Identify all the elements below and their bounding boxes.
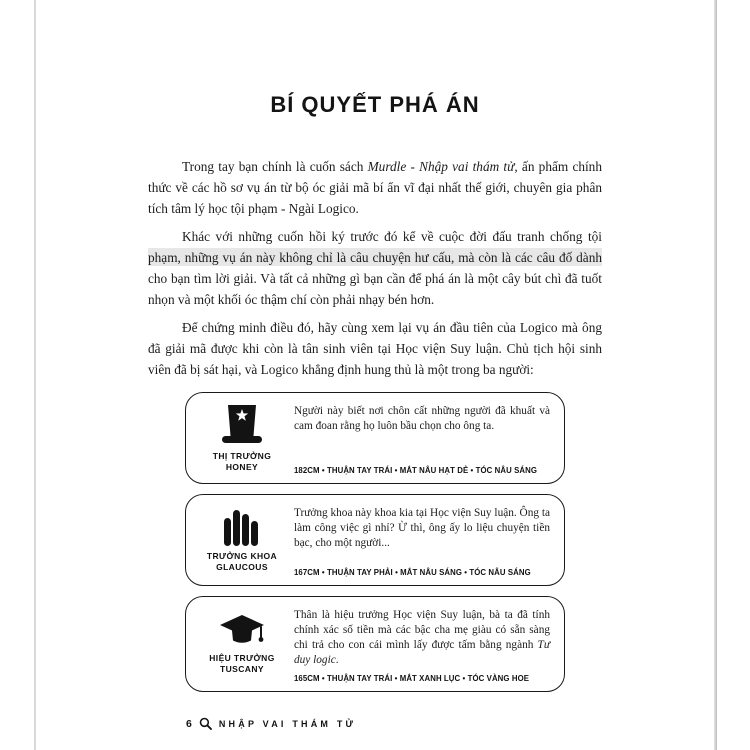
suspect-name-line1: THỊ TRƯỞNG <box>212 451 272 461</box>
suspect-description-text: Người này biết nơi chôn cất những người đã khuất và cam đoan rằng họ luôn bầu chọn cho ông ta. <box>294 405 550 432</box>
suspect-identity <box>190 606 294 683</box>
suspect-stats: 167CM • THUẬN TAY PHẢI • MẮT NÂU SÁNG • TÓC NÂU SÁNG <box>294 568 531 577</box>
suspect-name-line1: HIỆU TRƯỞNG <box>209 653 275 663</box>
upright-books-icon <box>222 508 262 546</box>
suspect-name <box>213 451 271 473</box>
suspect-description <box>294 404 550 434</box>
suspect-stats: 165CM • THUẬN TAY TRÁI • MẮT XANH LỤC • TÓC VÀNG HOE <box>294 674 530 683</box>
page-footer <box>186 717 356 730</box>
page-edge-right <box>714 0 717 750</box>
suspect-description-italic: Tư duy logic <box>294 639 550 666</box>
suspect-card-glaucous <box>185 494 565 586</box>
suspect-description-text: Trưởng khoa này khoa kia tại Học viện Suy luận. Ông ta làm công việc gì nhỉ? Ừ thì, ông ấy lo liệu chuyện tiền bạc, cho một người... <box>294 507 550 549</box>
paragraph-1-text-pre: Trong tay bạn chính là cuốn sách <box>182 159 368 174</box>
top-hat-star-icon <box>219 404 265 446</box>
suspect-details <box>294 504 550 577</box>
suspect-identity <box>190 402 294 475</box>
suspect-description-post: . <box>335 654 339 666</box>
book-title-italic: Murdle - Nhập vai thám tử <box>367 159 515 174</box>
page-number: 6 <box>186 717 192 730</box>
intro-paragraph-1 <box>148 156 602 219</box>
paragraph-1-text-post: , ấn phẩm chính thức về các hồ sơ vụ án từ bộ óc giải mã bí ẩn vĩ đại nhất thế giới, chuyên gia phân tích tâm lý học tội phạm - Ngài Logico. <box>148 159 602 216</box>
suspect-card-honey <box>185 392 565 484</box>
book-title: NHẬP VAI THÁM TỬ <box>218 718 357 729</box>
suspect-name-line2: GLAUCOUS <box>216 562 268 572</box>
suspect-description-text: Thân là hiệu trưởng Học viện Suy luận, bà ta đã tính chính xác số tiền mà các bậc cha mẹ giàu có sẵn sàng chi trả cho con cái mình lấy được tấm bằng ngành <box>294 609 550 651</box>
page-edge-left <box>34 0 36 750</box>
graduation-cap-icon <box>219 614 265 648</box>
intro-paragraph-3: Để chứng minh điều đó, hãy cùng xem lại vụ án đầu tiên của Logico mà ông đã giải mã được khi còn là tân sinh viên tại Học viện Suy luận. Chủ tịch hội sinh viên đã bị sát hại, và Logico khẳng định hung thủ là một trong ba người: <box>148 320 602 377</box>
suspect-identity <box>190 504 294 577</box>
suspect-description <box>294 608 550 668</box>
suspect-name-line2: HONEY <box>225 462 259 472</box>
intro-paragraph-2: Khác với những cuốn hồi ký trước đó kể về cuộc đời đấu tranh chống tội phạm, những vụ án này không chỉ là câu chuyện hư cấu, mà còn là các câu đố dành cho bạn tìm lời giải. Và tất cả những gì bạn cần để phá án là một cây bút chì đã tuốt nhọn và một khối óc thậm chí còn phải nhạy bén hơn. <box>148 226 602 310</box>
suspect-stats: 182CM • THUẬN TAY TRÁI • MẮT NÂU HẠT DẺ • TÓC NÂU SÁNG <box>294 466 538 475</box>
suspect-name <box>207 551 277 573</box>
magnifier-icon <box>199 717 212 730</box>
suspect-name-line2: TUSCANY <box>220 664 264 674</box>
suspect-description <box>294 506 550 551</box>
page-title: BÍ QUYẾT PHÁ ÁN <box>270 92 480 117</box>
suspect-name-line1: TRƯỞNG KHOA <box>206 551 278 561</box>
suspect-details <box>294 606 550 683</box>
page-content <box>148 0 602 692</box>
suspect-card-tuscany <box>185 596 565 692</box>
suspect-details <box>294 402 550 475</box>
suspect-list <box>185 392 565 692</box>
suspect-name <box>209 653 274 675</box>
